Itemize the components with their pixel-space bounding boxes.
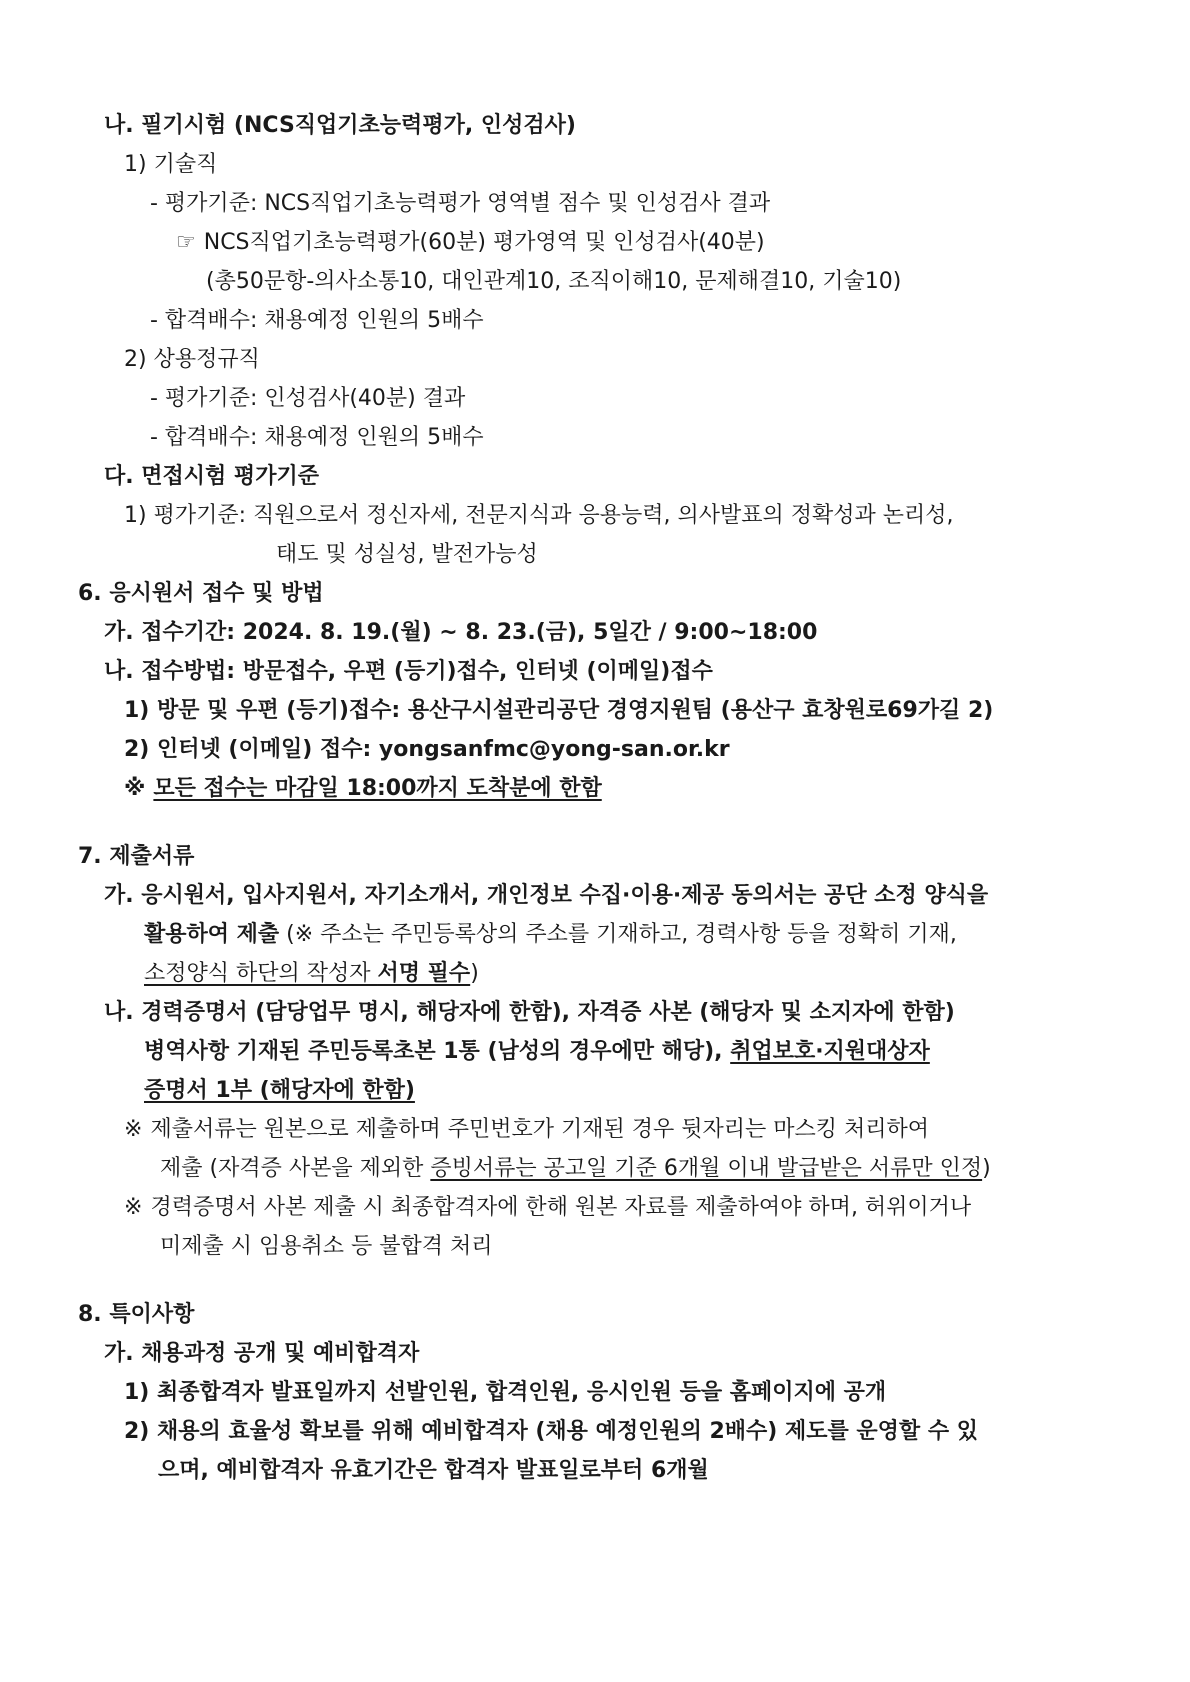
application-period: 가. 접수기간: 2024. 8. 19.(월) ~ 8. 23.(금), 5일간 / 9:00~18:00 <box>104 620 818 645</box>
documents-na-line3: 증명서 1부 (해당자에 한함) <box>144 1078 415 1103</box>
commercial-heading: 2) 상용정규직 <box>124 347 260 372</box>
application-method: 나. 접수방법: 방문접수, 우편 (등기)접수, 인터넷 (이메일)접수 <box>104 659 713 684</box>
pointing-hand-icon: ☞ <box>176 230 196 255</box>
interview-criteria-line2: 태도 및 성실성, 발전가능성 <box>276 542 538 567</box>
special-item2-line2: 으며, 예비합격자 유효기간은 합격자 발표일로부터 6개월 <box>158 1458 709 1483</box>
documents-ga-line3 <box>144 959 479 989</box>
section6-heading: 6. 응시원서 접수 및 방법 <box>78 581 324 606</box>
documents-note2-line2: 미제출 시 임용취소 등 불합격 처리 <box>160 1234 493 1259</box>
reference-mark-icon: ※ <box>124 1117 143 1142</box>
documents-note1-line2-b: 증빙서류는 공고일 기준 6개월 이내 발급받은 서류만 인정 <box>430 1156 983 1181</box>
documents-na-line2-b: 취업보호·지원대상자 <box>730 1039 930 1064</box>
special-item2-line1: 2) 채용의 효율성 확보를 위해 예비합격자 (채용 예정인원의 2배수) 제도를 운영할 수 있 <box>124 1419 979 1444</box>
documents-ga-line2-bold: 활용하여 제출 <box>144 922 280 947</box>
interview-criteria-line1: 1) 평가기준: 직원으로서 정신자세, 전문지식과 응용능력, 의사발표의 정확성과 논리성, <box>124 503 954 528</box>
documents-note2-text: 경력증명서 사본 제출 시 최종합격자에 한해 원본 자료를 제출하여야 하며, 허위이거나 <box>150 1195 972 1220</box>
documents-note1-line2-c: ) <box>982 1156 991 1181</box>
written-exam-heading: 나. 필기시험 (NCS직업기초능력평가, 인성검사) <box>104 113 576 138</box>
technical-criteria: - 평가기준: NCS직업기초능력평가 영역별 점수 및 인성검사 결과 <box>150 191 771 216</box>
documents-ga-line3-c: ) <box>470 961 479 986</box>
section7-heading: 7. 제출서류 <box>78 844 195 869</box>
technical-note-detail: (총50문항-의사소통10, 대인관계10, 조직이해10, 문제해결10, 기술10) <box>206 269 902 294</box>
documents-ga-line1: 가. 응시원서, 입사지원서, 자기소개서, 개인정보 수집·이용·제공 동의서는 공단 소정 양식을 <box>104 883 989 908</box>
technical-pass-ratio: - 합격배수: 채용예정 인원의 5배수 <box>150 308 484 333</box>
section8-heading: 8. 특이사항 <box>78 1302 195 1327</box>
documents-note2-line1 <box>124 1193 971 1223</box>
internet-submission: 2) 인터넷 (이메일) 접수: yongsanfmc@yong-san.or.kr <box>124 737 730 762</box>
documents-ga-line3-a: 소정양식 하단의 작성자 <box>144 961 378 986</box>
documents-note1-text: 제출서류는 원본으로 제출하며 주민번호가 기재된 경우 뒷자리는 마스킹 처리하여 <box>150 1117 929 1142</box>
documents-na-line2-a: 병역사항 기재된 주민등록초본 1통 (남성의 경우에만 해당), <box>144 1039 731 1064</box>
documents-note1-line2 <box>160 1154 991 1184</box>
technical-heading: 1) 기술직 <box>124 152 218 177</box>
documents-note1-line1 <box>124 1115 929 1145</box>
interview-heading: 다. 면접시험 평가기준 <box>104 464 319 489</box>
signature-required: 서명 필수 <box>377 961 471 986</box>
deadline-note-text: 모든 접수는 마감일 18:00까지 도착분에 한함 <box>153 776 602 801</box>
deadline-note <box>124 774 602 804</box>
documents-note1-line2-a: 제출 (자격증 사본을 제외한 <box>160 1156 431 1181</box>
commercial-pass-ratio: - 합격배수: 채용예정 인원의 5배수 <box>150 425 484 450</box>
technical-note <box>176 228 765 258</box>
special-item1: 1) 최종합격자 발표일까지 선발인원, 합격인원, 응시인원 등을 홈페이지에 공개 <box>124 1380 887 1405</box>
technical-note-text: NCS직업기초능력평가(60분) 평가영역 및 인성검사(40분) <box>203 230 765 255</box>
reference-mark-icon: ※ <box>124 1195 143 1220</box>
documents-na-line2 <box>144 1037 930 1067</box>
documents-ga-line2 <box>144 920 957 950</box>
special-ga: 가. 채용과정 공개 및 예비합격자 <box>104 1341 420 1366</box>
visit-mail-submission: 1) 방문 및 우편 (등기)접수: 용산구시설관리공단 경영지원팀 (용산구 효창원로69가길 2) <box>124 698 994 723</box>
reference-mark-icon: ※ <box>124 776 146 801</box>
commercial-criteria: - 평가기준: 인성검사(40분) 결과 <box>150 386 466 411</box>
documents-na-line1: 나. 경력증명서 (담당업무 명시, 해당자에 한함), 자격증 사본 (해당자 및 소지자에 한함) <box>104 1000 955 1025</box>
documents-ga-line2-rest: (※ 주소는 주민등록상의 주소를 기재하고, 경력사항 등을 정확히 기재, <box>279 922 957 947</box>
